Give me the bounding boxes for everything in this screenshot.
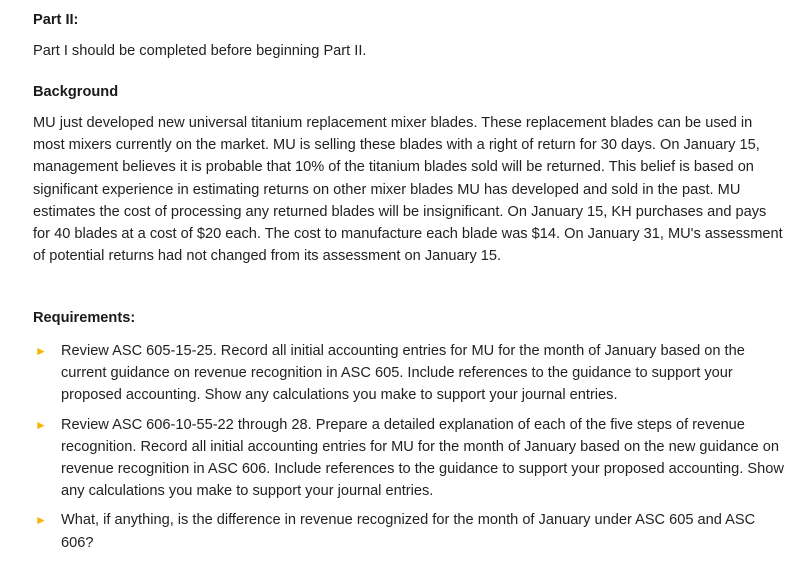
part-title: Part II: (33, 12, 79, 28)
requirement-item-1 (33, 340, 788, 407)
requirement-item-3 (33, 509, 788, 553)
requirement-item-2 (33, 414, 788, 503)
background-text: MU just developed new universal titanium replacement mixer blades. These replacement blades can be used in most mixers currently on the market. MU is selling these blades with a right of return for 30 days. On January 15, management believes it is probable that 10% of the titanium blades sold will be returned. This belief is based on significant experience in estimating returns on other mixer blades MU has developed and sold in the past. MU estimates the cost of processing any returned blades will be insignificant. On January 15, KH purchases and pays for 40 blades at a cost of $20 each. The cost to manufacture each blade was $14. On January 31, MU's assessment of potential returns had not changed from its assessment on January 15. (33, 115, 783, 265)
part-note: Part I should be completed before beginning Part II. (33, 43, 367, 59)
requirement-text: Review ASC 606-10-55-22 through 28. Prepare a detailed explanation of each of the five steps of revenue recognition. Record all initial accounting entries for MU for the month of January based on the new guidance on revenue recognition in ASC 606. Include references to the guidance to support your proposed accounting. Show any calculations you make to support your journal entries. (61, 416, 784, 500)
requirement-text: Review ASC 605-15-25. Record all initial accounting entries for MU for the month of January based on the current guidance on revenue recognition in ASC 605. Include references to the guidance to support your proposed accounting. Show any calculations you make to support your journal entries. (61, 343, 745, 404)
triangle-right-icon: ► (35, 417, 47, 432)
requirements-title: Requirements: (33, 310, 136, 326)
requirements-list (33, 340, 788, 561)
triangle-right-icon: ► (35, 513, 47, 528)
requirement-text: What, if anything, is the difference in revenue recognized for the month of January under ASC 605 and ASC 606? (61, 512, 756, 551)
background-title: Background (33, 84, 119, 100)
triangle-right-icon: ► (35, 344, 47, 358)
